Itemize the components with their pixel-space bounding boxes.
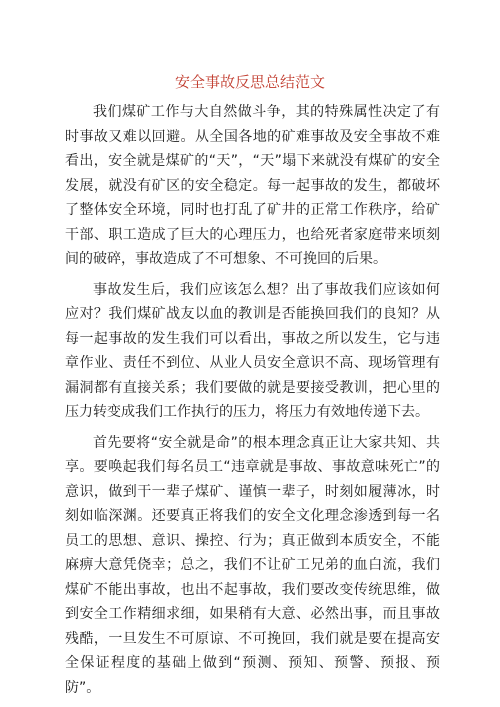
paragraph-2: 事故发生后，我们应该怎么想？出了事故我们应该如何应对？我们煤矿战友以血的教训是否能换回我们的良知？从每一起事故的发生我们可以看出，事故之所以发生，它与违章作业、责任不到位、从业人员安全意识不高、现场管理有漏洞都有直接关系；我们要做的就是要接受教训，把心里的压力转变成我们工作执行的压力，将压力有效地传递下去。 <box>65 281 440 420</box>
document-title: 安全事故反思总结范文 <box>174 73 325 91</box>
paragraph-3: 首先要将“安全就是命”的根本理念真正让大家共知、共享。要唤起我们每名员工“违章就是事故、事故意味死亡”的意识，做到干一辈子煤矿、谨慎一辈子，时刻如履薄冰，时刻如临深渊。还要真正将我们的安全文化理念渗透到每一名员工的思想、意识、操控、行为；真正做到本质安全，不能麻痹大意凭侥幸；总之，我们不让矿工兄弟的血白流，我们煤矿不能出事故，也出不起事故，我们要改变传统思维，做到安全工作精细求细，如果稍有大意、必然出事，而且事故残酷，一旦发生不可原谅、不可挽回，我们就是要在提高安全保证程度的基础上做到“预测、预知、预警、预报、预防”。 <box>65 434 440 696</box>
document-body <box>65 100 440 706</box>
paragraph-1: 我们煤矿工作与大自然做斗争，其的特殊属性决定了有时事故又难以回避。从全国各地的矿难事故及安全事故不难看出，安全就是煤矿的“天”，“天”塌下来就没有煤矿的安全发展，就没有矿区的安全稳定。每一起事故的发生，都破坏了整体安全环境，同时也打乱了矿井的正常工作秩序，给矿干部、职工造成了巨大的心理压力，也给死者家庭带来顷刻间的破碎，事故造成了不可想象、不可挽回的后果。 <box>65 104 440 267</box>
